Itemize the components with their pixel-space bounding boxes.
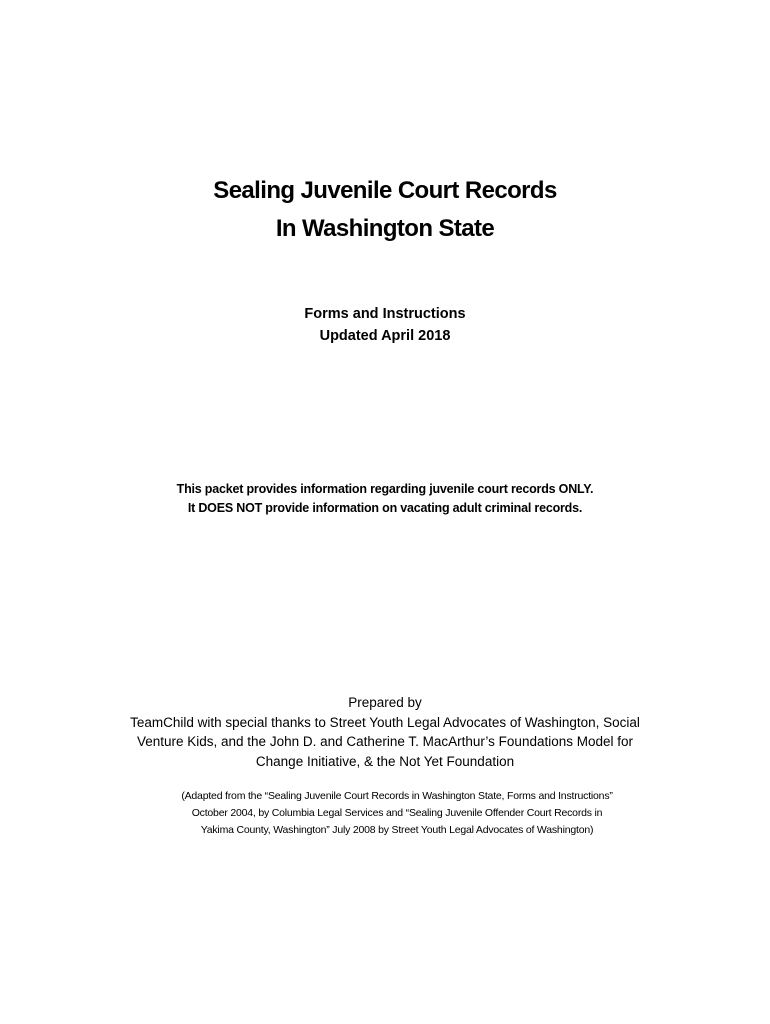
adapted-line-3: Yakima County, Washington” July 2008 by Street Youth Legal Advocates of Washington) xyxy=(200,824,594,836)
prepared-line-4: Change Initiative, & the Not Yet Foundation xyxy=(255,753,515,769)
subtitle-line-2: Updated April 2018 xyxy=(319,328,451,344)
subtitle-line-1: Forms and Instructions xyxy=(304,306,466,322)
title-line-1: Sealing Juvenile Court Records xyxy=(213,177,557,204)
prepared-line-1: Prepared by xyxy=(348,695,422,710)
title-line-2: In Washington State xyxy=(275,215,495,242)
scope-notice xyxy=(0,480,770,518)
notice-line-2: It DOES NOT provide information on vacating adult criminal records. xyxy=(187,501,583,515)
adapted-line-2: October 2004, by Columbia Legal Services and “Sealing Juvenile Offender Court Records in xyxy=(191,807,603,819)
adapted-line-1: (Adapted from the “Sealing Juvenile Court Records in Washington State, Forms and Instructions” xyxy=(181,790,613,802)
prepared-line-2: TeamChild with special thanks to Street Youth Legal Advocates of Washington, Social xyxy=(130,714,640,730)
notice-line-1: This packet provides information regarding juvenile court records ONLY. xyxy=(176,482,594,496)
adaptation-note xyxy=(0,788,770,839)
document-subtitle xyxy=(0,303,770,347)
prepared-by-section xyxy=(0,693,770,771)
prepared-line-3: Venture Kids, and the John D. and Catherine T. MacArthur’s Foundations Model for xyxy=(136,734,634,749)
document-title xyxy=(0,172,770,248)
